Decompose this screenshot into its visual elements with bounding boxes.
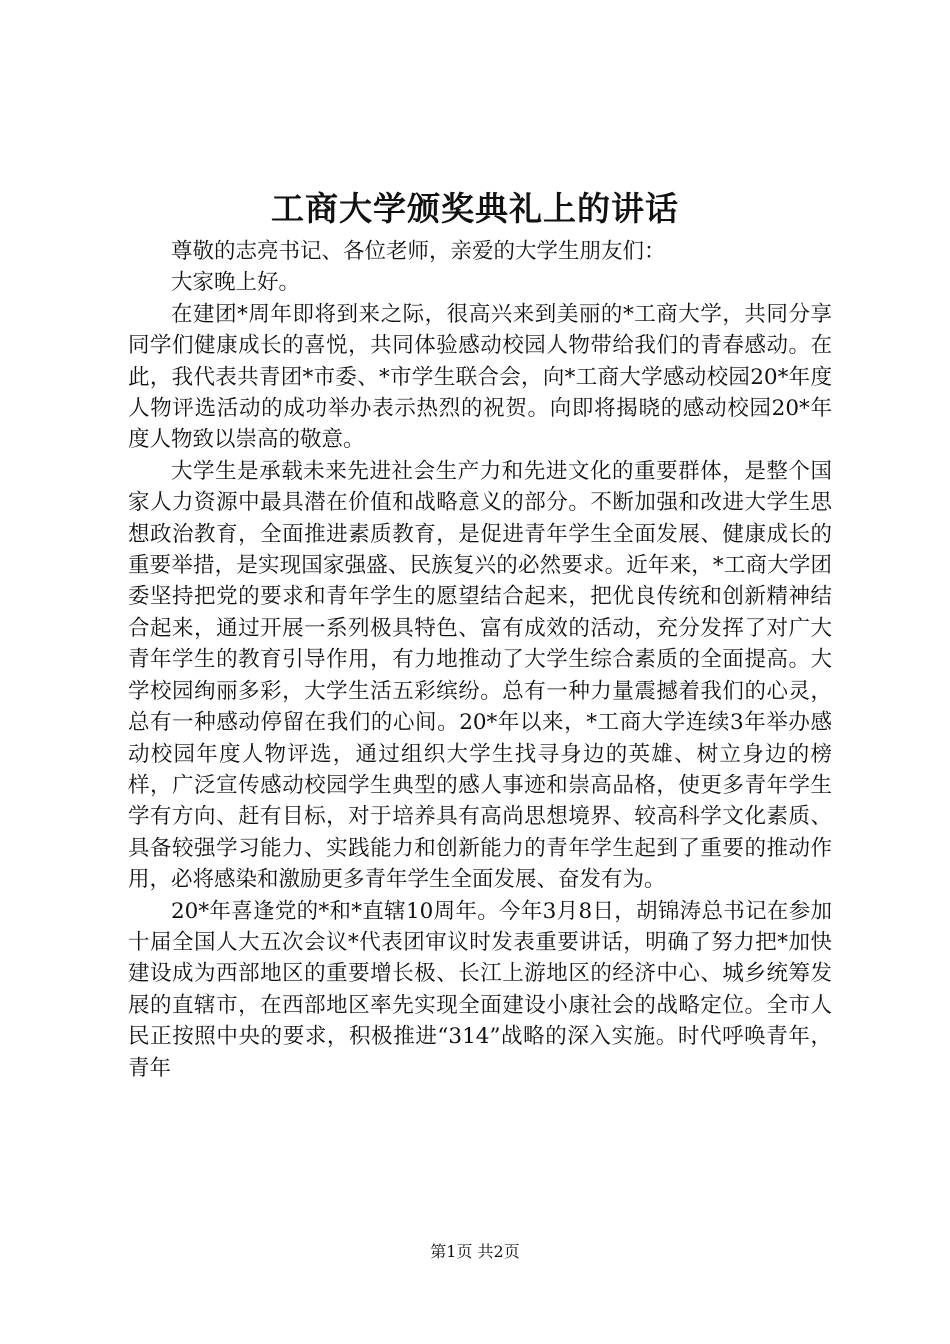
salutation: 尊敬的志亮书记、各位老师，亲爱的大学生朋友们： bbox=[171, 239, 666, 264]
paragraph: 20*年喜逢党的*和*直辖10周年。今年3月8日，胡锦涛总书记在参加十届全国人大五次会议*代表团审议时发表重要讲话，明确了努力把*加快建设成为西部地区的重要增长极、长江上游地区的经济中心、城乡统筹发展的直辖市，在西部地区率先实现全面建设小康社会的战略定位。全市人民正按照中央的要求，积极推进“314”战略的深入实施。时代呼唤青年，青年 bbox=[128, 898, 832, 1081]
paragraph: 在建团*周年即将到来之际，很高兴来到美丽的*工商大学，共同分享同学们健康成长的喜悦，共同体验感动校园人物带给我们的青春感动。在此，我代表共青团*市委、*市学生联合会，向*工商大学感动校园20*年度人物评选活动的成功举办表示热烈的祝贺。向即将揭晓的感动校园20*年度人物致以崇高的敬意。 bbox=[128, 301, 832, 453]
document-body bbox=[128, 236, 832, 1084]
paragraph: 大学生是承载未来先进社会生产力和先进文化的重要群体，是整个国家人力资源中最具潜在价值和战略意义的部分。不断加强和改进大学生思想政治教育，全面推进素质教育，是促进青年学生全面发展、健康成长的重要举措，是实现国家强盛、民族复兴的必然要求。近年来，*工商大学团委坚持把党的要求和青年学生的愿望结合起来，把优良传统和创新精神结合起来，通过开展一系列极具特色、富有成效的活动，充分发挥了对广大青年学生的教育引导作用，有力地推动了大学生综合素质的全面提高。大学校园绚丽多彩，大学生活五彩缤纷。总有一种力量震撼着我们的心灵，总有一种感动停留在我们的心间。20*年以来，*工商大学连续3年举办感动校园年度人物评选，通过组织大学生找寻身边的英雄、树立身边的榜样，广泛宣传感动校园学生典型的感人事迹和崇高品格，使更多青年学生学有方向、赶有目标，对于培养具有高尚思想境界、较高科学文化素质、具备较强学习能力、实践能力和创新能力的青年学生起到了重要的推动作用，必将感染和激励更多青年学生全面发展、奋发有为。 bbox=[128, 458, 832, 893]
greeting: 大家晚上好。 bbox=[171, 270, 301, 296]
page-number-footer: 第1页 共2页 bbox=[430, 1242, 520, 1261]
document-title: 工商大学颁奖典礼上的讲话 bbox=[271, 189, 679, 228]
